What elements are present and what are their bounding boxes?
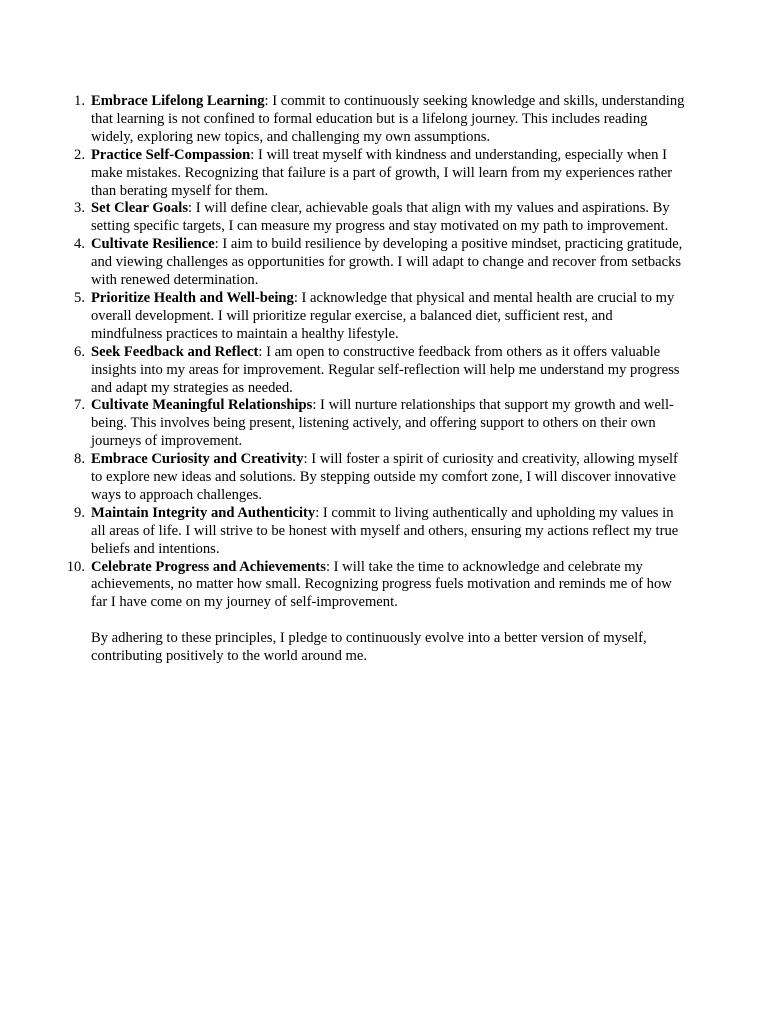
list-number: 9. xyxy=(74,504,85,521)
list-number: 3. xyxy=(74,200,85,217)
list-item xyxy=(74,93,687,147)
principle-title: Embrace Curiosity and Creativity xyxy=(91,451,304,468)
principle-text: : I commit to living authentically and upholding my values in all areas of life. I will strive to be honest with myself and others, ensuring my actions reflect my true beliefs and intentions. xyxy=(91,504,679,557)
principle-title: Embrace Lifelong Learning xyxy=(91,93,265,109)
list-number: 7. xyxy=(74,397,85,414)
principle-title: Maintain Integrity and Authenticity xyxy=(91,504,316,521)
principle-text: : I am open to constructive feedback from others as it offers valuable insights into my areas for improvement. Regular self-reflection will help me understand my progress and adapt my strategies as needed. xyxy=(91,343,680,396)
principle-title: Seek Feedback and Reflect xyxy=(91,343,259,360)
list-item xyxy=(74,289,687,344)
list-number: 1. xyxy=(74,93,85,109)
list-item xyxy=(74,504,687,559)
list-number: 2. xyxy=(74,146,85,163)
principle-text: : I aim to build resilience by developing a positive mindset, practicing gratitude, and viewing challenges as opportunities for growth. I will adapt to change and recover from setbacks with renewed determination. xyxy=(91,236,683,289)
principle-text: : I will treat myself with kindness and understanding, especially when I make mistakes. Recognizing that failure is a part of growth, I will learn from my experiences rather than berating myself for them. xyxy=(91,146,673,199)
principle-text: : I will foster a spirit of curiosity and creativity, allowing myself to explore new ideas and solutions. By stepping outside my comfort zone, I will discover innovative ways to approach challenges. xyxy=(91,451,678,503)
list-item xyxy=(74,397,687,451)
principle-text: : I will define clear, achievable goals that align with my values and aspirations. By setting specific targets, I can measure my progress and stay motivated on my path to improvement. xyxy=(91,200,670,235)
list-item xyxy=(66,558,687,613)
principle-title: Cultivate Resilience xyxy=(91,236,215,253)
principle-title: Practice Self-Compassion xyxy=(91,146,251,163)
list-item xyxy=(74,343,687,398)
principle-title: Set Clear Goals xyxy=(91,200,189,217)
principle-text: : I will take the time to acknowledge and celebrate my achievements, no matter how small. Recognizing progress fuels motivation and reminds me of how far I have come on my journey of self-improvement. xyxy=(91,558,672,611)
principle-title: Celebrate Progress and Achievements xyxy=(91,558,326,575)
list-item xyxy=(74,236,687,290)
list-number: 5. xyxy=(74,289,85,306)
principle-text: : I commit to continuously seeking knowledge and skills, understanding that learning is not confined to formal education but is a lifelong journey. This includes reading widely, exploring new topics, and challenging my own assumptions. xyxy=(91,93,685,145)
list-number: 4. xyxy=(74,236,85,253)
list-item xyxy=(74,200,687,236)
principle-title: Cultivate Meaningful Relationships xyxy=(91,397,313,414)
list-item xyxy=(74,451,687,505)
document-body xyxy=(66,93,687,666)
principles-list xyxy=(66,93,687,612)
list-number: 8. xyxy=(74,451,85,468)
conclusion-paragraph: By adhering to these principles, I pledge to continuously evolve into a better version of myself, contributing positively to the world around me. xyxy=(91,630,647,665)
list-number: 6. xyxy=(74,343,85,360)
principle-text: : I acknowledge that physical and mental health are crucial to my overall development. I will prioritize regular exercise, a balanced diet, sufficient rest, and mindfulness practices to maintain a healthy lifestyle. xyxy=(91,289,675,342)
principle-title: Prioritize Health and Well-being xyxy=(91,289,294,306)
list-item xyxy=(74,146,687,201)
list-number: 10. xyxy=(66,558,85,575)
principle-text: : I will nurture relationships that support my growth and well-being. This involves being present, listening actively, and offering support to others on their own journeys of improvement. xyxy=(91,397,674,450)
